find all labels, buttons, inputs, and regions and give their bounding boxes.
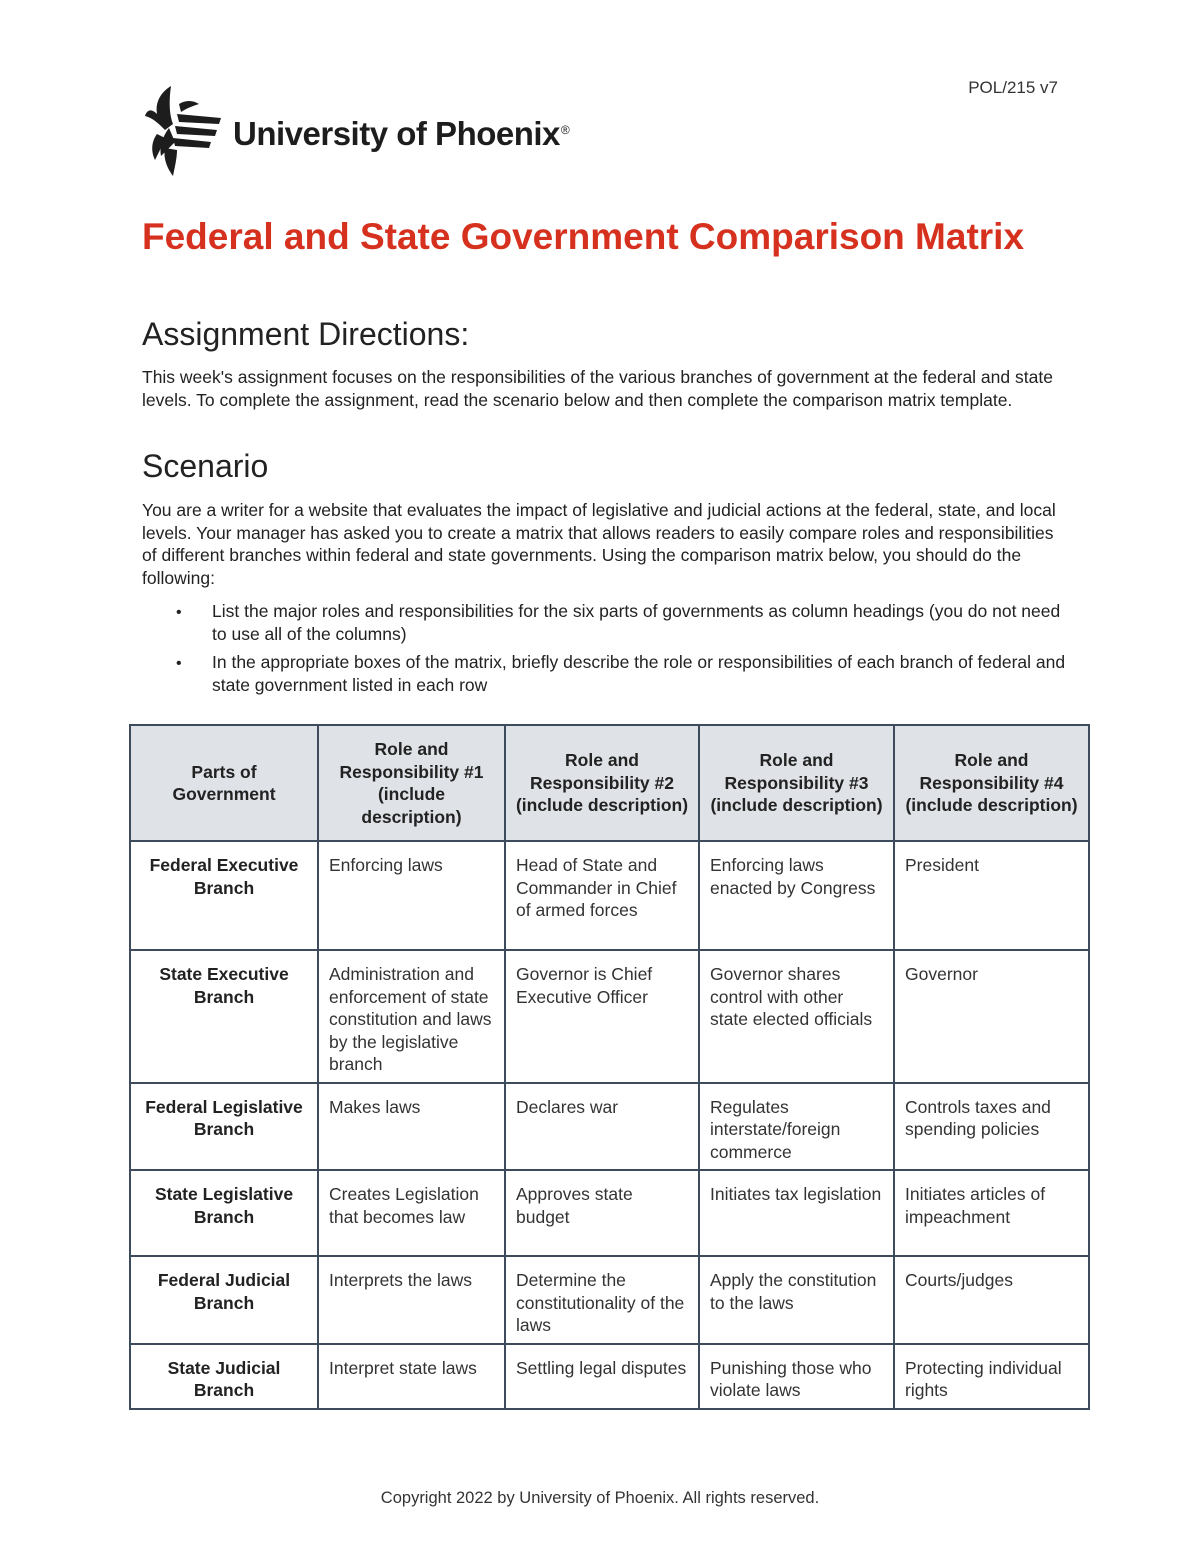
row-header: Federal Legislative Branch — [130, 1083, 318, 1171]
copyright-footer: Copyright 2022 by University of Phoenix. All rights reserved. — [380, 1489, 820, 1507]
university-logo — [143, 84, 569, 178]
column-header: Role and Responsibility #1 (include description) — [318, 725, 505, 841]
table-cell: Punishing those who violate laws — [699, 1344, 894, 1409]
table-cell: Controls taxes and spending policies — [894, 1083, 1089, 1171]
table-cell: Administration and enforcement of state constitution and laws by the legislative branch — [318, 950, 505, 1083]
table-cell: Settling legal disputes — [505, 1344, 699, 1409]
table-row — [130, 841, 1089, 950]
table-cell: Protecting individual rights — [894, 1344, 1089, 1409]
table-cell: Makes laws — [318, 1083, 505, 1171]
row-header: State Judicial Branch — [130, 1344, 318, 1409]
table-row — [130, 1170, 1089, 1256]
row-header: State Executive Branch — [130, 950, 318, 1083]
row-header: Federal Judicial Branch — [130, 1256, 318, 1344]
scenario-text: You are a writer for a website that evaluates the impact of legislative and judicial actions at the federal, state, and local levels. Your manager has asked you to create a matrix that allows readers to easily compare roles and responsibilities of different branches within federal and state governments. Using the comparison matrix below, you should do the following: — [142, 500, 1056, 588]
list-item: • In the appropriate boxes of the matrix, briefly describe the role or responsibilities of each branch of federal and state government listed in each row — [176, 652, 1066, 695]
list-item: • List the major roles and responsibilities for the six parts of governments as column headings (you do not need to use all of the columns) — [176, 601, 1061, 644]
bullet-icon: • — [176, 655, 182, 672]
table-row — [130, 1256, 1089, 1344]
course-code: POL/215 v7 — [968, 78, 1058, 97]
column-header: Parts of Government — [130, 725, 318, 841]
table-cell: Governor shares control with other state elected officials — [699, 950, 894, 1083]
column-header: Role and Responsibility #4 (include description) — [894, 725, 1089, 841]
scenario-heading: Scenario — [142, 448, 269, 484]
phoenix-bird-icon — [143, 84, 223, 178]
table-cell: President — [894, 841, 1089, 950]
page-title: Federal and State Government Comparison Matrix — [142, 216, 1025, 257]
table-cell: Apply the constitution to the laws — [699, 1256, 894, 1344]
table-cell: Declares war — [505, 1083, 699, 1171]
column-header: Role and Responsibility #2 (include description) — [505, 725, 699, 841]
directions-text: This week's assignment focuses on the responsibilities of the various branches of government at the federal and state levels. To complete the assignment, read the scenario below and then complete the comparison matrix template. — [142, 367, 1053, 410]
row-header: State Legislative Branch — [130, 1170, 318, 1256]
table-cell: Regulates interstate/foreign commerce — [699, 1083, 894, 1171]
table-cell: Head of State and Commander in Chief of armed forces — [505, 841, 699, 950]
table-cell: Enforcing laws — [318, 841, 505, 950]
logo-wordmark: University of Phoenix® — [233, 115, 570, 152]
table-cell: Interpret state laws — [318, 1344, 505, 1409]
table-cell: Enforcing laws enacted by Congress — [699, 841, 894, 950]
row-header: Federal Executive Branch — [130, 841, 318, 950]
table-cell: Determine the constitutionality of the laws — [505, 1256, 699, 1344]
table-row — [130, 1344, 1089, 1409]
column-header: Role and Responsibility #3 (include description) — [699, 725, 894, 841]
table-cell: Interprets the laws — [318, 1256, 505, 1344]
bullet-icon: • — [176, 604, 182, 621]
table-cell: Creates Legislation that becomes law — [318, 1170, 505, 1256]
table-header-row — [130, 725, 1089, 841]
table-row — [130, 1083, 1089, 1171]
comparison-matrix — [129, 724, 1090, 1410]
table-cell: Initiates tax legislation — [699, 1170, 894, 1256]
table-cell: Governor — [894, 950, 1089, 1083]
instruction-list — [142, 600, 1072, 702]
table-cell: Approves state budget — [505, 1170, 699, 1256]
directions-heading: Assignment Directions: — [142, 316, 470, 352]
table-cell: Initiates articles of impeachment — [894, 1170, 1089, 1256]
table-cell: Courts/judges — [894, 1256, 1089, 1344]
registered-mark: ® — [560, 123, 570, 137]
table-row — [130, 950, 1089, 1083]
table-cell: Governor is Chief Executive Officer — [505, 950, 699, 1083]
